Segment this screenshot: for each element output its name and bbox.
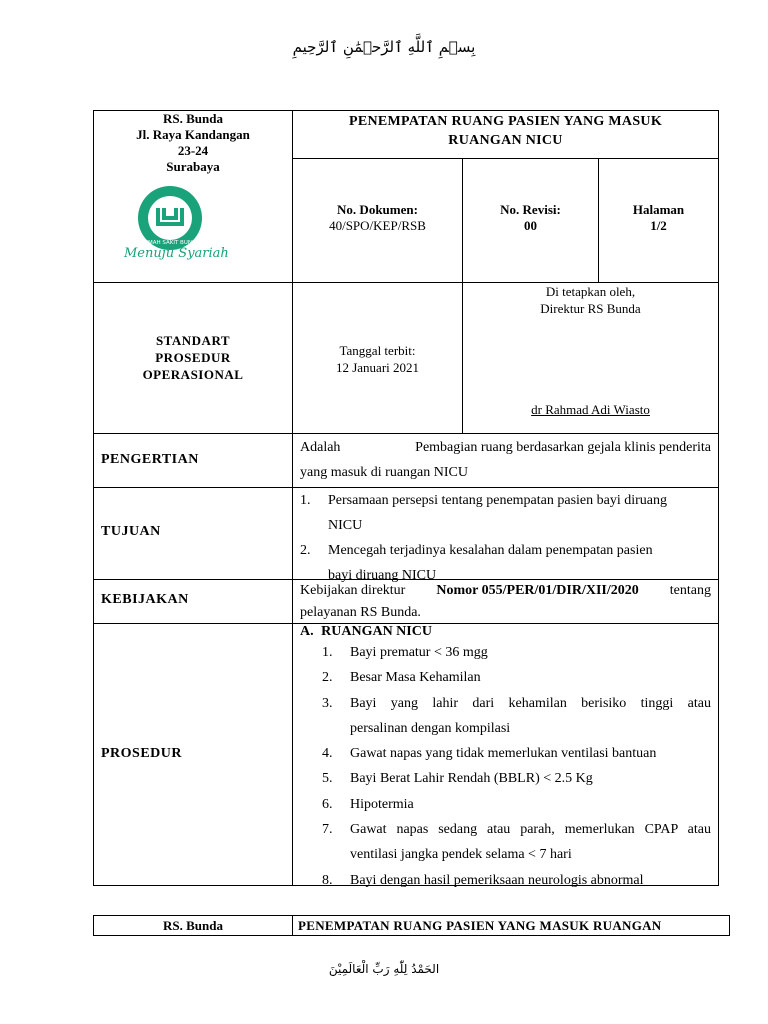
pengertian-content [292, 433, 719, 488]
hospital-cell [93, 110, 293, 283]
prosedur-item [322, 792, 711, 817]
hospital-address-2: 23-24 [177, 143, 209, 158]
hospital-city: Surabaya [166, 159, 220, 174]
prosedur-item-number: 3. [322, 695, 333, 711]
prosedur-item [322, 741, 711, 766]
sop-title-line2: PROSEDUR [155, 350, 231, 365]
hospital-address-1: Jl. Raya Kandangan [136, 127, 250, 142]
prosedur-item [322, 766, 711, 791]
hospital-slogan: Menuju Syariah [124, 246, 229, 261]
prosedur-item-line1: Besar Masa Kehamilan [350, 670, 481, 686]
tujuan-item-line2: NICU [328, 518, 363, 533]
pengertian-line1-a: Adalah [300, 440, 341, 455]
sop-title-line1: STANDART [155, 333, 231, 348]
tujuan-item [300, 488, 711, 538]
prosedur-item-line2: persalinan dengan kompilasi [350, 720, 511, 736]
prosedur-section-letter: A. [300, 624, 314, 639]
prosedur-item [322, 640, 711, 665]
tujuan-item-line1: Persamaan persepsi tentang penempatan pasien bayi diruang [328, 493, 667, 508]
kebijakan-suffix: tentang [669, 583, 711, 598]
prosedur-item-line1: Gawat napas yang tidak memerlukan ventilasi bantuan [350, 746, 657, 762]
tujuan-item-line2: bayi diruang NICU [328, 568, 437, 583]
tujuan-item-number: 2. [300, 543, 311, 558]
prosedur-item [322, 665, 711, 690]
signatory-name: dr Rahmad Adi Wiasto [531, 402, 650, 417]
revision-cell [462, 158, 599, 283]
prosedur-item-number: 2. [322, 670, 333, 686]
pengertian-line2: yang masuk di ruangan NICU [300, 465, 468, 480]
prosedur-item-number: 7. [322, 822, 333, 838]
prosedur-item [322, 817, 711, 868]
approval-line1: Di tetapkan oleh, [545, 284, 636, 299]
prosedur-item-number: 8. [322, 872, 333, 888]
prosedur-item-number: 5. [322, 771, 333, 787]
next-page-hospital: RS. Bunda [93, 915, 293, 936]
bismillah-header: بِسۡمِ ٱللَّهِ ٱلرَّحۡمَٰنِ ٱلرَّحِيمِ [292, 38, 476, 56]
kebijakan-content [292, 579, 719, 624]
prosedur-item-number: 1. [322, 645, 333, 660]
prosedur-item-number: 4. [322, 746, 333, 762]
page-cell [598, 158, 719, 283]
prosedur-section-title: RUANGAN NICU [321, 624, 432, 639]
document-title-line2: RUANGAN NICU [448, 133, 563, 148]
sop-title-cell [93, 282, 293, 434]
prosedur-item-line1: Hipotermia [350, 796, 414, 812]
page-value: 1/2 [650, 218, 667, 233]
sop-title-line3: OPERASIONAL [142, 367, 244, 382]
revision-label: No. Revisi: [500, 202, 561, 217]
issued-cell [292, 282, 463, 434]
hospital-name: RS. Bunda [163, 111, 223, 126]
prosedur-item [322, 691, 711, 742]
kebijakan-line2: pelayanan RS Bunda. [300, 605, 421, 620]
prosedur-label: PROSEDUR [93, 623, 293, 886]
document-number-value: 40/SPO/KEP/RSB [329, 218, 426, 233]
document-number-label: No. Dokumen: [337, 202, 418, 217]
issued-label: Tanggal terbit: [339, 343, 416, 358]
prosedur-item-number: 6. [322, 796, 333, 812]
tujuan-item-number: 1. [300, 493, 311, 508]
prosedur-item-line1: Bayi Berat Lahir Rendah (BBLR) < 2.5 Kg [350, 771, 593, 787]
prosedur-item-line1: Bayi dengan hasil pemeriksaan neurologis abnormal [350, 872, 644, 888]
prosedur-content [292, 623, 719, 886]
prosedur-list [322, 640, 711, 893]
next-page-title: PENEMPATAN RUANG PASIEN YANG MASUK RUANGAN [292, 915, 730, 936]
document-title-cell [292, 110, 719, 159]
kebijakan-prefix: Kebijakan direktur [300, 583, 406, 598]
revision-value: 00 [524, 218, 537, 233]
pengertian-label: PENGERTIAN [93, 433, 293, 488]
prosedur-item-line1: Gawat napas sedang atau parah, memerlukan CPAP atau [350, 822, 711, 838]
prosedur-item [322, 868, 711, 893]
document-number-cell [292, 158, 463, 283]
kebijakan-label: KEBIJAKAN [93, 579, 293, 624]
logo-ring-text: RUMAH SAKIT BUNDA [140, 240, 200, 246]
prosedur-item-line1: Bayi yang lahir dari kehamilan berisiko tinggi atau [350, 695, 711, 711]
issued-date: 12 Januari 2021 [335, 360, 420, 375]
prosedur-item-line1: Bayi prematur < 36 mgg [350, 645, 488, 660]
tujuan-content [292, 487, 719, 583]
pengertian-line1-b: Pembagian ruang berdasarkan gejala klinis penderita [415, 440, 711, 455]
prosedur-item-line2: ventilasi jangka pendek selama < 7 hari [350, 847, 572, 863]
tujuan-label: TUJUAN [93, 487, 293, 580]
document-title-line1: PENEMPATAN RUANG PASIEN YANG MASUK [348, 114, 663, 129]
hamdalah-footer: الحَمْدُ لِلّٰهِ رَبِّ الْعَالَمِيْنَ [328, 962, 440, 976]
tujuan-item-line1: Mencegah terjadinya kesalahan dalam penempatan pasien [328, 543, 653, 558]
page-label: Halaman [632, 202, 685, 217]
prosedur-section-heading [300, 624, 711, 640]
approval-line2: Direktur RS Bunda [540, 301, 641, 316]
approval-cell [462, 282, 719, 434]
kebijakan-number: Nomor 055/PER/01/DIR/XII/2020 [436, 583, 639, 598]
